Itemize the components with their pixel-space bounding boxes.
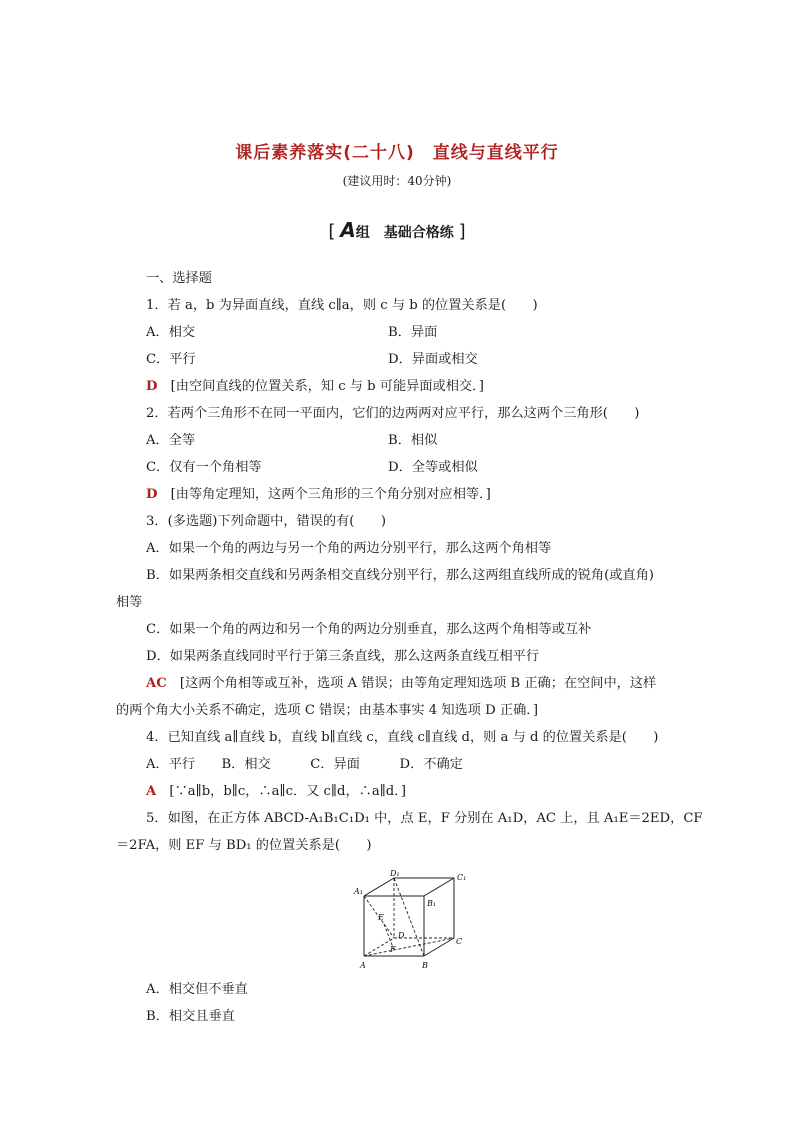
- q3-answer: AC: [146, 676, 167, 691]
- q3-option-b-continued: 相等: [116, 595, 143, 610]
- q1-option-c: C．平行: [146, 352, 196, 367]
- q3-option-a: A．如果一个角的两边与另一个角的两边分别平行，那么这两个角相等: [146, 541, 552, 556]
- q5-option-a: A．相交但不垂直: [146, 982, 248, 997]
- label-a1: A₁: [354, 887, 363, 896]
- label-f: F: [390, 945, 396, 954]
- q3-option-b: B．如果两条相交直线和另两条相交直线分别平行，那么这两组直线所成的锐角(或直角): [146, 568, 654, 583]
- label-d1: D₁: [390, 869, 400, 878]
- q1-stem: 1．若 a，b 为异面直线，直线 c∥a，则 c 与 b 的位置关系是( ): [146, 298, 538, 313]
- q2-answer-line: [146, 486, 491, 504]
- label-c: C: [456, 937, 463, 946]
- label-b: B: [422, 961, 428, 970]
- q3-answer-line: [146, 675, 656, 693]
- q3-explanation: [这两个角相等或互补，选项 A 错误；由等角定理知选项 B 正确；在空间中，这样: [179, 676, 657, 691]
- q3-option-d: D．如果两条直线同时平行于第三条直线，那么这两条直线互相平行: [146, 649, 540, 664]
- q1-option-b: B．异面: [388, 325, 438, 340]
- q3-explanation-continued: 的两个角大小关系不确定，选项 C 错误；由基本事实 4 知选项 D 正确．]: [116, 703, 538, 718]
- edge-b1-c1: [424, 878, 454, 896]
- q1-answer: D: [146, 379, 158, 394]
- group-label: 组 基础合格练: [355, 225, 454, 241]
- label-b1: B₁: [427, 899, 437, 908]
- cube-figure: [352, 868, 472, 972]
- group-heading: [0, 218, 794, 242]
- q2-option-c: C．仅有一个角相等: [146, 460, 262, 475]
- q2-answer: D: [146, 487, 158, 502]
- q4-options: A．平行 B．相交 C．异面 D．不确定: [146, 757, 463, 772]
- q2-explanation: [由等角定理知，这两个三角形的三个角分别对应相等．]: [170, 487, 491, 502]
- section-heading: 一、选择题: [146, 271, 212, 286]
- label-e: E: [378, 913, 384, 922]
- group-letter: A: [340, 218, 356, 242]
- q5-stem: 5．如图，在正方体 ABCD-A₁B₁C₁D₁ 中，点 E，F 分别在 A₁D，AC 上，且 A₁E＝2ED，CF: [146, 811, 703, 826]
- q1-option-a: A．相交: [146, 325, 196, 340]
- q5-stem-continued: ＝2FA，则 EF 与 BD₁ 的位置关系是( ): [116, 838, 372, 853]
- q2-stem: 2．若两个三角形不在同一平面内，它们的边两两对应平行，那么这两个三角形( ): [146, 406, 640, 421]
- q5-option-b: B．相交且垂直: [146, 1009, 235, 1024]
- bracket-left: [: [328, 221, 336, 242]
- q1-option-d: D．异面或相交: [388, 352, 478, 367]
- segment-b-d1: [394, 878, 424, 956]
- q2-option-d: D．全等或相似: [388, 460, 478, 475]
- bracket-right: ]: [458, 221, 466, 242]
- q1-explanation: [由空间直线的位置关系，知 c 与 b 可能异面或相交．]: [170, 379, 484, 394]
- segment-a-c: [364, 938, 454, 956]
- edge-a1-d1: [364, 878, 394, 896]
- q3-stem: 3．(多选题)下列命题中，错误的有( ): [146, 514, 386, 529]
- page-title: 课后素养落实(二十八) 直线与直线平行: [235, 143, 559, 163]
- suggested-time: (建议用时：40分钟): [342, 174, 452, 188]
- q2-option-a: A．全等: [146, 433, 196, 448]
- q4-explanation: [∵a∥b，b∥c，∴a∥c．又 c∥d，∴a∥d．]: [169, 784, 406, 799]
- q2-option-b: B．相似: [388, 433, 438, 448]
- q3-option-c: C．如果一个角的两边和另一个角的两边分别垂直，那么这两个角相等或互补: [146, 622, 592, 637]
- q4-stem: 4．已知直线 a∥直线 b，直线 b∥直线 c，直线 c∥直线 d，则 a 与 d 的位置关系是( ): [146, 730, 659, 745]
- q4-answer: A: [146, 784, 157, 799]
- label-d: D: [398, 931, 405, 940]
- label-a: A: [360, 961, 366, 970]
- q1-answer-line: [146, 378, 484, 396]
- q4-answer-line: [146, 783, 406, 801]
- label-c1: C₁: [457, 873, 467, 882]
